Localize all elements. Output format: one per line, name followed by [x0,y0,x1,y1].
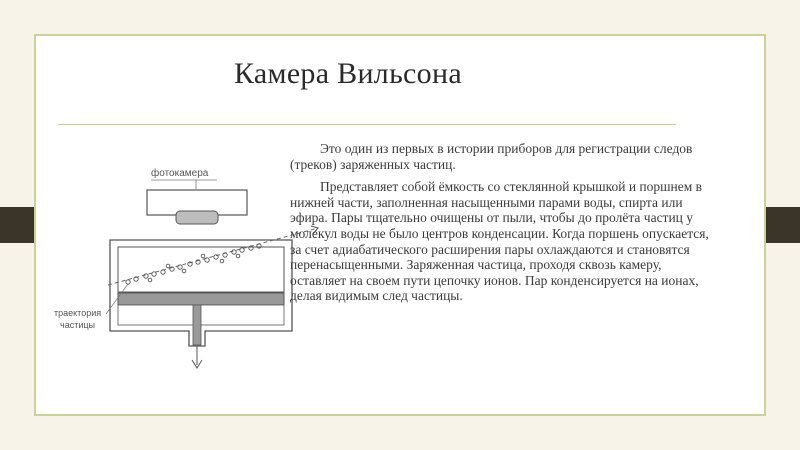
trajectory-label-line1: траектория [54,308,102,318]
paragraph-1: Это один из первых в истории приборов для регистрации следов (треков) заряженных частиц. [290,141,693,172]
chamber-cavity [118,247,284,292]
trajectory-label-line2: частицы [60,320,95,330]
paragraph-2: Представляет собой ёмкость со стеклянной крышкой и поршнем в нижней части, заполненная насыщенными парами воды, спирта или эфира. Пары тщательно очищены от пыли, чтобы до пролёта частиц у молекул воды не было центров конденсации. Когда поршень опускается, за счет адиабатического расширения пары охлаждаются и становятся перенасыщенными. Заряженная частица, проходя сквозь камеру, оставляет на своем пути цепочку ионов. Пар конденсируется на ионах, делая видимым след частицы. [290,179,709,304]
piston [118,293,284,305]
camera-lens [176,211,218,224]
slide-title: Камера Вильсона [234,57,462,90]
piston-rod [193,305,201,345]
slide-body-text [290,141,712,311]
camera-label: фотокамера [151,168,209,179]
